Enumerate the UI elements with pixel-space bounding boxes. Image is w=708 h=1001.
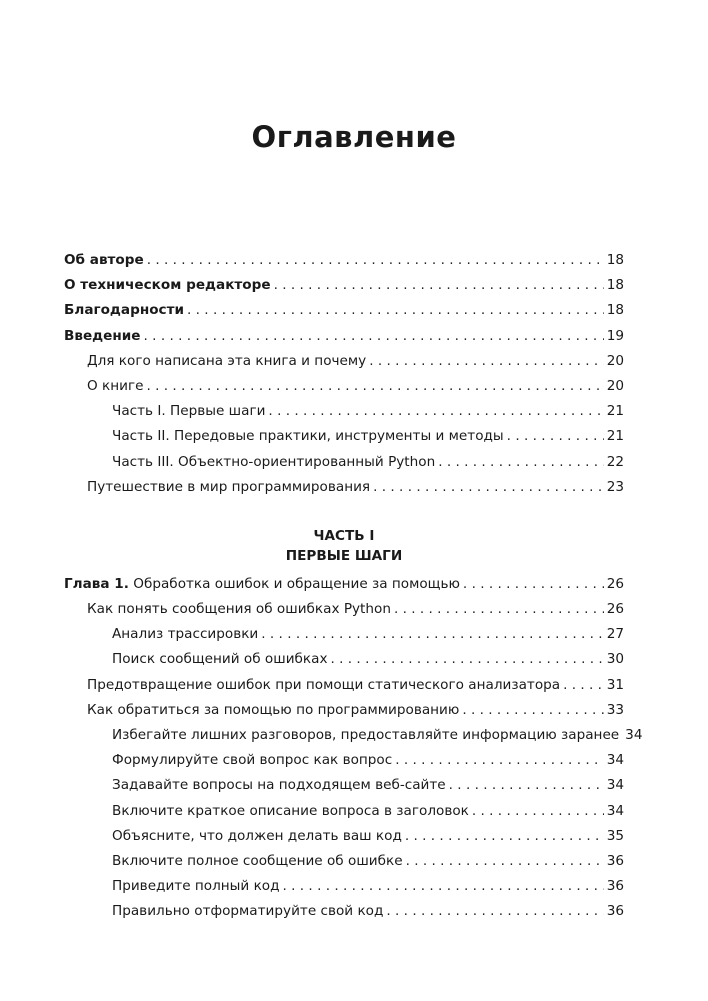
toc-entry[interactable] (64, 853, 624, 878)
dot-leader (463, 576, 604, 592)
toc-page-number: 34 (625, 727, 643, 743)
dot-leader (369, 353, 603, 369)
dot-leader (331, 651, 604, 667)
toc-entry-label: Благодарности (64, 302, 185, 319)
toc-page-number: 34 (606, 752, 624, 769)
toc-entry[interactable] (64, 777, 624, 802)
toc-entry[interactable] (64, 677, 624, 702)
toc-entry-label: Избегайте лишних разговоров, предоставляйте информацию заранее (112, 727, 620, 743)
dot-leader (283, 878, 604, 894)
page-title: Оглавление (251, 120, 457, 154)
toc-entry-label: Правильно отформатируйте свой код (112, 903, 384, 920)
toc-entry[interactable] (64, 277, 624, 302)
toc-entry[interactable] (64, 903, 624, 928)
toc-page-number: 34 (606, 777, 624, 794)
toc-entry-label: Включите краткое описание вопроса в заголовок (112, 802, 469, 819)
toc-page-number: 23 (606, 478, 624, 495)
toc-entry[interactable] (64, 828, 624, 853)
part-title: ПЕРВЫЕ ШАГИ (285, 547, 403, 564)
toc-page-number: 21 (606, 403, 624, 420)
toc-page-number: 18 (606, 277, 624, 294)
dot-leader (144, 328, 604, 344)
dot-leader (274, 277, 604, 293)
toc-entry-label: Часть III. Объектно-ориентированный Python (112, 453, 436, 470)
toc-page-number: 20 (606, 352, 624, 369)
toc-entry-label: Предотвращение ошибок при помощи статического анализатора (87, 676, 561, 693)
chapter-title: Обработка ошибок и обращение за помощью (133, 575, 460, 592)
toc-entry-label: Формулируйте свой вопрос как вопрос (112, 752, 393, 769)
dot-leader (147, 252, 604, 268)
toc-entry-label: Часть I. Первые шаги (112, 403, 266, 420)
toc-entry[interactable] (64, 378, 624, 403)
dot-leader (386, 903, 603, 919)
toc-entry[interactable] (64, 752, 624, 777)
toc-entry[interactable] (64, 702, 624, 727)
toc-entry[interactable] (64, 353, 624, 378)
toc-entry-label: Часть II. Передовые практики, инструменты и методы (112, 428, 504, 445)
toc-entry[interactable] (64, 878, 624, 903)
toc-page-number: 31 (606, 676, 624, 693)
toc-page-number: 26 (606, 575, 624, 592)
toc-page-number: 27 (606, 626, 624, 643)
toc-entry-label: Включите полное сообщение об ошибке (112, 852, 403, 869)
toc-entry-label: О книге (87, 377, 144, 394)
toc-page-number: 36 (606, 878, 624, 895)
toc-entry-label: Поиск сообщений об ошибках (112, 651, 328, 668)
dot-leader (394, 601, 604, 617)
toc-entry-label: Анализ трассировки (112, 626, 259, 643)
toc-entry-label: Объясните, что должен делать ваш код (112, 827, 402, 844)
toc-entry[interactable] (64, 479, 624, 504)
toc-entry-label: Об авторе (64, 252, 144, 268)
part-number: ЧАСТЬ I (313, 527, 375, 544)
dot-leader (146, 378, 603, 394)
toc-entry[interactable] (64, 727, 643, 752)
toc-page-number: 35 (606, 827, 624, 844)
toc-entry-label: Для кого написана эта книга и почему (87, 352, 367, 369)
chapter-entry[interactable] (64, 576, 624, 601)
toc-entry-label: О техническом редакторе (64, 277, 271, 294)
toc-page-number: 26 (606, 601, 624, 618)
dot-leader (563, 677, 604, 693)
dot-leader (507, 428, 604, 444)
chapter-number: Глава 1. (64, 575, 129, 592)
toc-page-number: 18 (606, 252, 624, 268)
dot-leader (406, 853, 604, 869)
toc-entry[interactable] (64, 403, 624, 428)
toc-entry[interactable] (64, 454, 624, 479)
part-heading (64, 526, 624, 566)
dot-leader (261, 626, 603, 642)
dot-leader (395, 752, 603, 768)
toc-entry[interactable] (64, 626, 624, 651)
dot-leader (472, 803, 604, 819)
toc-page-number: 30 (606, 651, 624, 668)
toc-entry[interactable] (64, 328, 624, 353)
dot-leader (373, 479, 604, 495)
dot-leader (449, 777, 604, 793)
toc-page-number: 18 (606, 302, 624, 319)
toc-entry-label: Как понять сообщения об ошибках Python (87, 601, 391, 618)
toc-entry-label: Задавайте вопросы на подходящем веб-сайте (112, 777, 446, 794)
toc-entry-label: Введение (64, 327, 141, 344)
toc-entry[interactable] (64, 803, 624, 828)
toc-page-number: 19 (606, 327, 624, 344)
chapter-label (64, 576, 460, 592)
toc-entry[interactable] (64, 651, 624, 676)
table-of-contents (64, 252, 643, 929)
toc-page-number: 20 (606, 377, 624, 394)
toc-page-number: 33 (606, 701, 624, 718)
toc-entry[interactable] (64, 428, 624, 453)
toc-page-number: 22 (606, 453, 624, 470)
toc-entry[interactable] (64, 601, 624, 626)
dot-leader (438, 454, 603, 470)
toc-entry-label: Приведите полный код (112, 878, 280, 895)
toc-page-number: 36 (606, 852, 624, 869)
dot-leader (405, 828, 604, 844)
dot-leader (462, 702, 603, 718)
toc-entry-label: Как обратиться за помощью по программированию (87, 701, 460, 718)
toc-entry[interactable] (64, 252, 624, 277)
toc-entry-label: Путешествие в мир программирования (87, 478, 371, 495)
dot-leader (187, 302, 604, 318)
toc-page-number: 34 (606, 802, 624, 819)
dot-leader (268, 403, 603, 419)
toc-entry[interactable] (64, 302, 624, 327)
toc-page-number: 21 (606, 428, 624, 445)
toc-page-number: 36 (606, 903, 624, 920)
